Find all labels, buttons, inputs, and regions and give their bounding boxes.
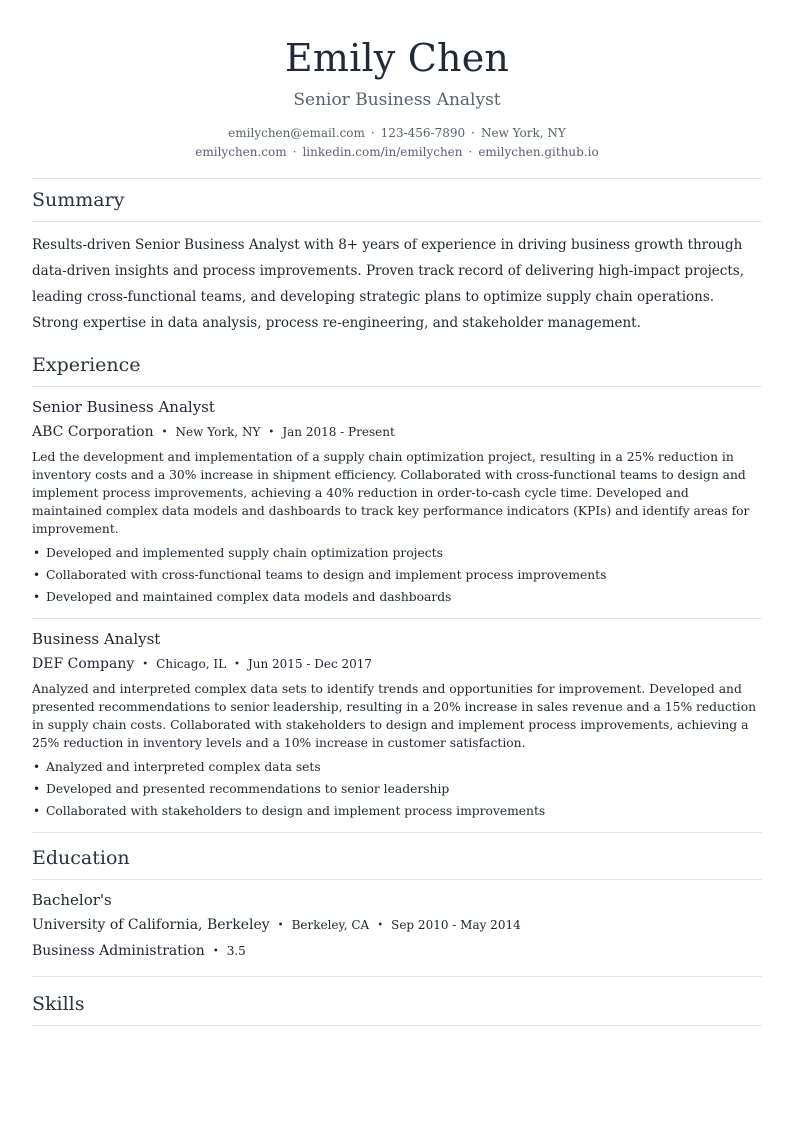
list-item: • Developed and implemented supply chain optimization projects xyxy=(32,542,762,564)
contact-location: New York, NY xyxy=(480,126,566,140)
contact-separator: · xyxy=(292,145,297,159)
job-bullets xyxy=(32,542,762,608)
divider xyxy=(32,386,762,387)
list-item: • Developed and maintained complex data models and dashboards xyxy=(32,586,762,608)
meta-dot: • xyxy=(234,659,240,670)
job-title: Senior Business Analyst xyxy=(32,398,215,416)
skills-heading: Skills xyxy=(32,993,85,1015)
meta-dot: • xyxy=(142,659,149,670)
job-company: ABC Corporation xyxy=(32,424,154,440)
meta-dot: • xyxy=(377,920,384,931)
contact-separator: · xyxy=(370,126,375,140)
job-meta xyxy=(32,423,762,443)
job-meta xyxy=(32,655,762,675)
divider xyxy=(32,221,762,222)
job-dates: Jun 2015 - Dec 2017 xyxy=(247,657,373,671)
divider xyxy=(32,879,762,880)
contact-linkedin[interactable]: linkedin.com/in/emilychen xyxy=(302,145,463,159)
education-entry xyxy=(32,890,762,962)
job-title: Business Analyst xyxy=(32,630,161,648)
meta-dot: • xyxy=(277,920,284,931)
contact-info xyxy=(32,124,762,162)
job-location: New York, NY xyxy=(175,425,261,439)
contact-line-1 xyxy=(32,124,762,143)
resume-header xyxy=(32,32,762,162)
meta-dot: • xyxy=(212,946,219,957)
experience-heading: Experience xyxy=(32,354,141,376)
contact-separator: · xyxy=(471,126,475,140)
list-item: • Collaborated with stakeholders to design and implement process improvements xyxy=(32,800,762,822)
job-entry xyxy=(32,629,762,822)
resume-page xyxy=(32,0,762,1026)
job-location: Chicago, IL xyxy=(156,657,227,671)
job-description: Analyzed and interpreted complex data sets to identify trends and opportunities for improvement. Developed and presented recommendations to senior leadership, resulting in a 20% increase in sales revenue and a 15% reduction in supply chain costs. Collaborated with stakeholders to design and implement process improvements, achieving a 25% reduction in inventory levels and a 10% increase in customer satisfaction. xyxy=(32,682,757,750)
divider xyxy=(32,1025,762,1026)
education-gpa: 3.5 xyxy=(226,944,246,958)
job-company: DEF Company xyxy=(32,656,135,672)
education-school-line xyxy=(32,916,762,936)
education-dates: Sep 2010 - May 2014 xyxy=(391,918,521,932)
job-entry xyxy=(32,397,762,608)
summary-text: Results-driven Senior Business Analyst with 8+ years of experience in driving business growth through data-driven insights and process improvements. Proven track record of delivering high-impact projects, leading cross-functional teams, and developing strategic plans to optimize supply chain operations. Strong expertise in data analysis, process re-engineering, and stakeholder management. xyxy=(32,237,744,331)
meta-dot: • xyxy=(268,427,275,438)
education-degree: Bachelor's xyxy=(32,891,112,909)
contact-github[interactable]: emilychen.github.io xyxy=(478,145,599,159)
contact-line-2 xyxy=(32,143,762,162)
list-item: • Developed and presented recommendations to senior leadership xyxy=(32,778,762,800)
job-description: Led the development and implementation of a supply chain optimization project, resulting in a 25% reduction in inventory costs and a 30% increase in shipment efficiency. Collaborated with cross-functional teams to design and implement process improvements, achieving a 40% reduction in order-to-cash cycle time. Developed and maintained complex data models and dashboards to track key performance indicators (KPIs) and identify areas for improvement. xyxy=(32,450,750,536)
education-location: Berkeley, CA xyxy=(291,918,370,932)
contact-email[interactable]: emilychen@email.com xyxy=(228,126,365,140)
education-field: Business Administration xyxy=(32,943,205,959)
summary-heading: Summary xyxy=(32,189,125,211)
list-item: • Analyzed and interpreted complex data sets xyxy=(32,756,762,778)
job-bullets xyxy=(32,756,762,822)
meta-dot: • xyxy=(161,427,168,438)
contact-phone[interactable]: 123-456-7890 xyxy=(380,126,466,140)
job-dates: Jan 2018 - Present xyxy=(282,425,395,439)
candidate-title: Senior Business Analyst xyxy=(293,90,501,110)
contact-separator: · xyxy=(468,145,473,159)
divider xyxy=(32,618,762,619)
education-school: University of California, Berkeley xyxy=(32,917,270,933)
education-field-line xyxy=(32,942,762,962)
education-heading: Education xyxy=(32,847,130,869)
list-item: • Collaborated with cross-functional teams to design and implement process improvements xyxy=(32,564,762,586)
contact-website[interactable]: emilychen.com xyxy=(195,145,287,159)
candidate-name: Emily Chen xyxy=(284,36,510,80)
